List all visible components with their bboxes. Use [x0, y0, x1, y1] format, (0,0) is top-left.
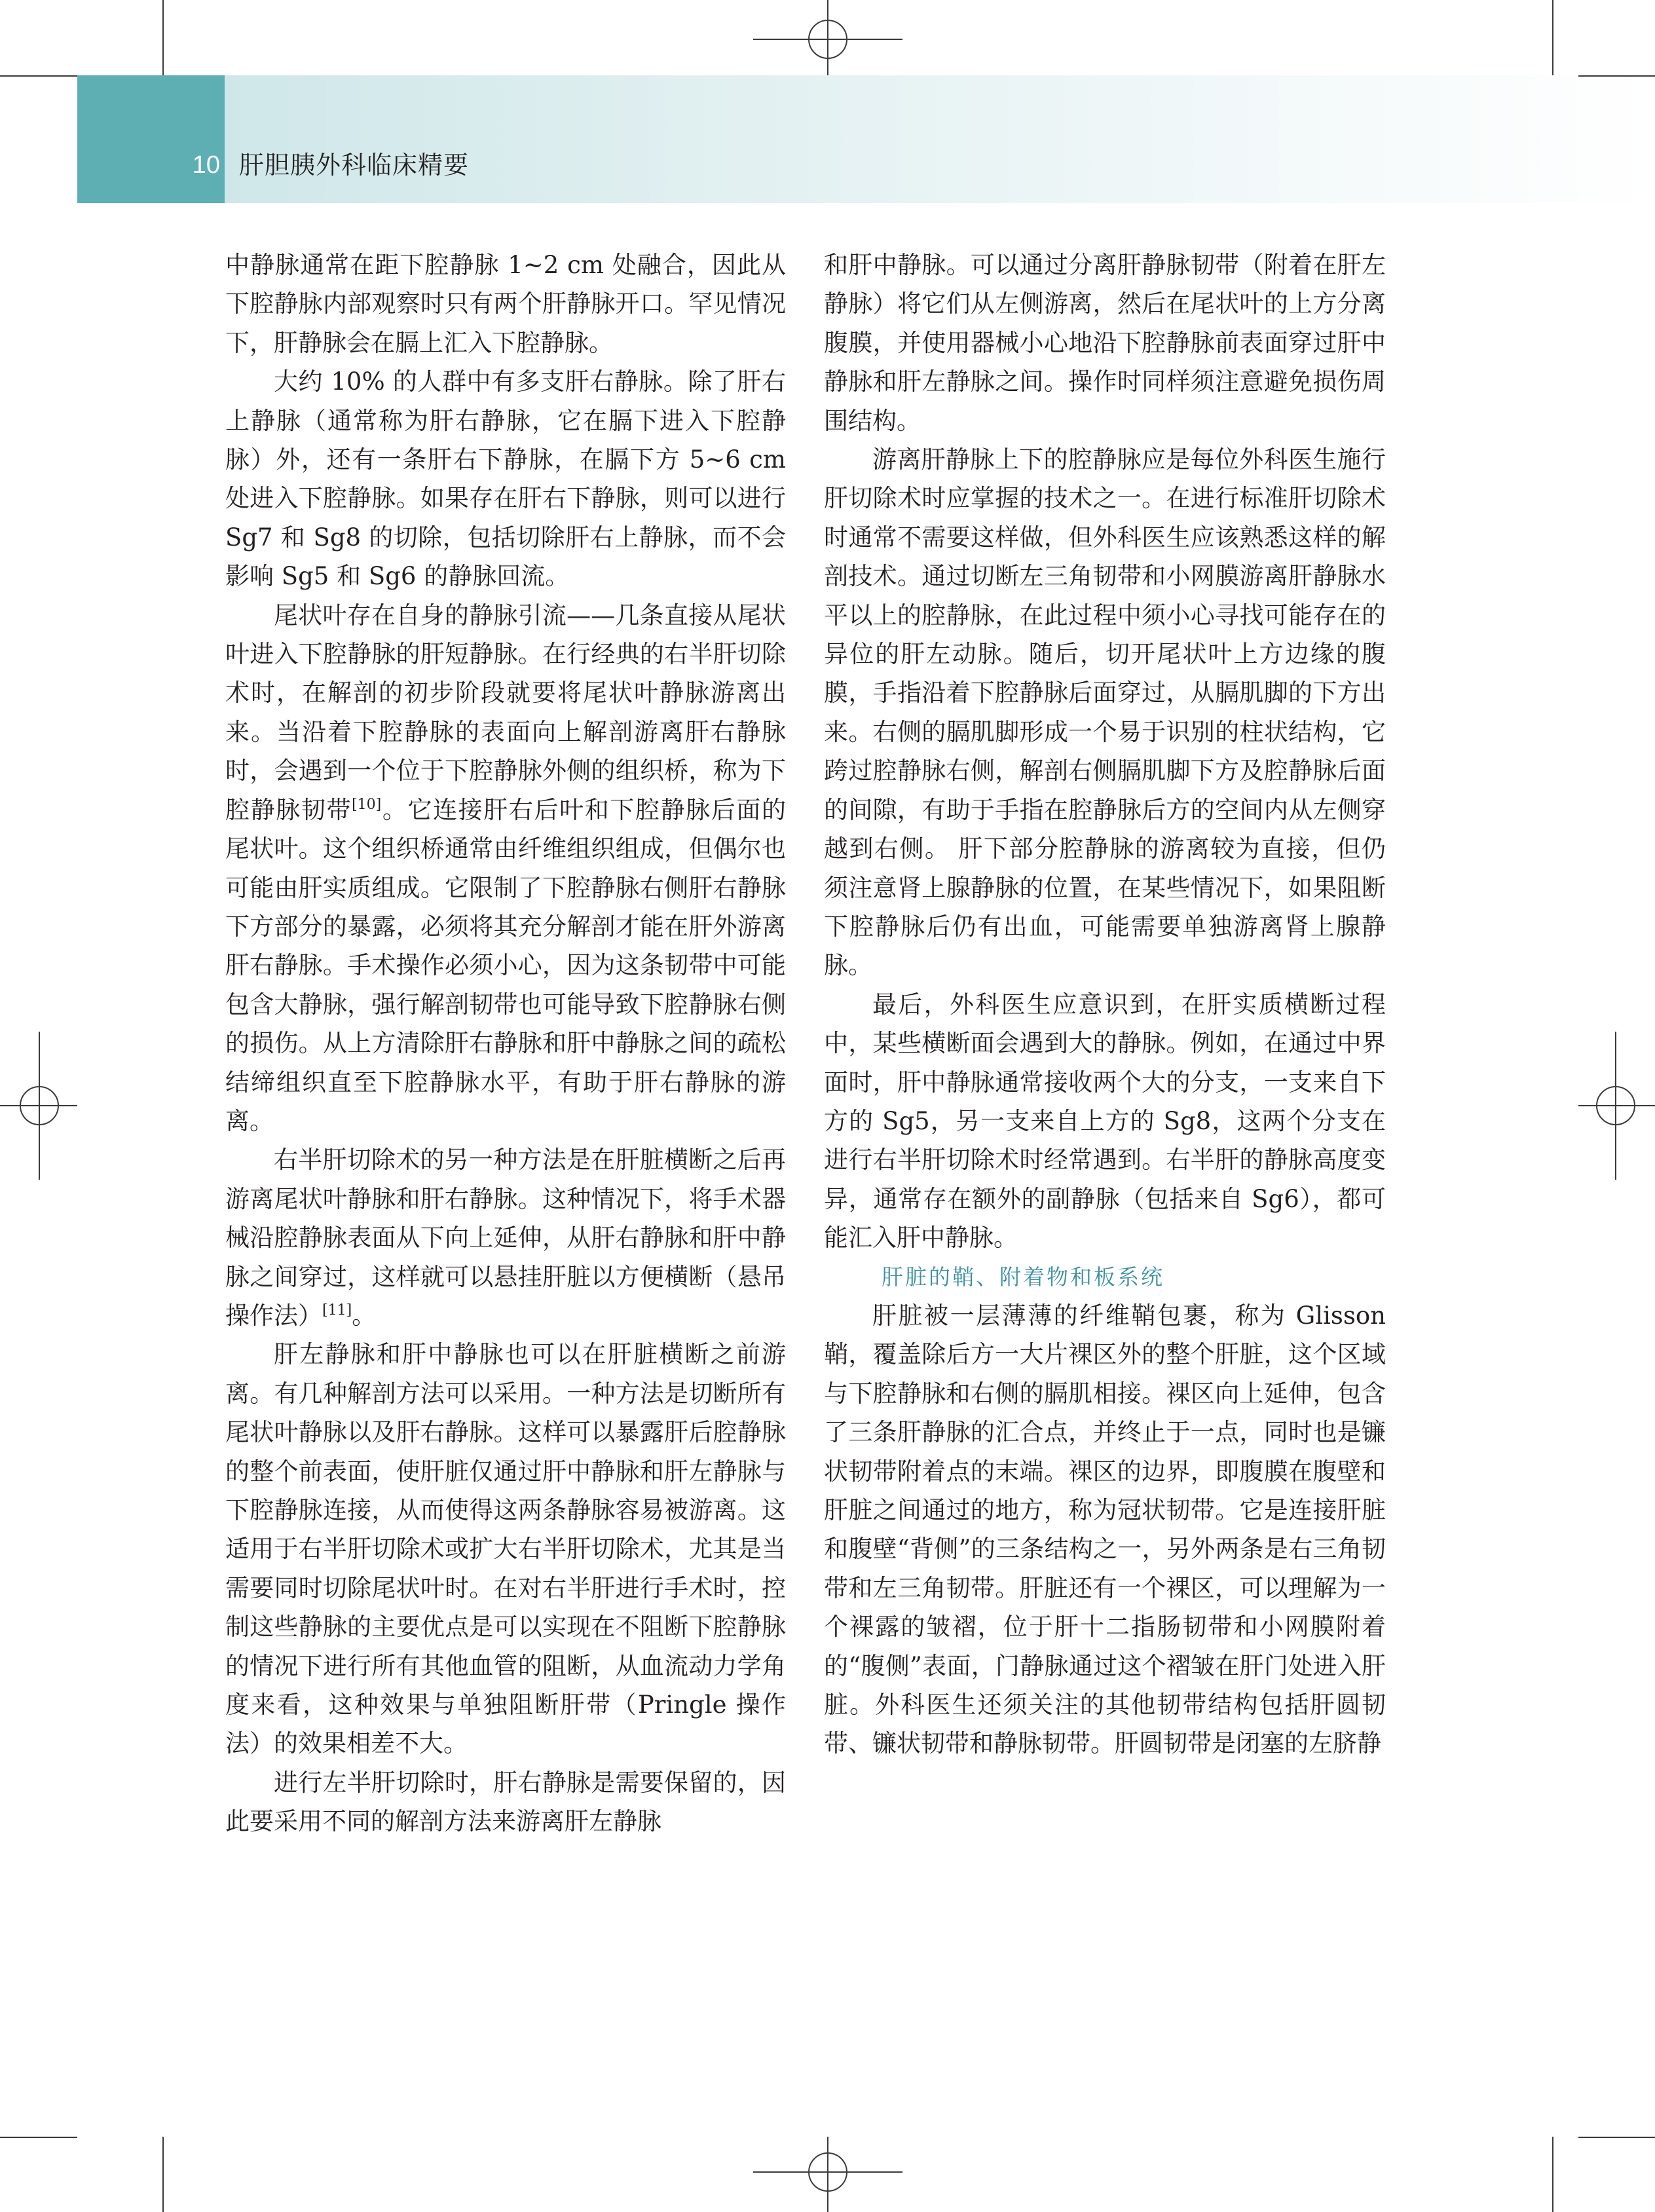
registration-mark — [39, 1032, 40, 1180]
crop-mark — [0, 2137, 77, 2138]
paragraph-text: 尾状叶存在自身的静脉引流——几条直接从尾状叶进入下腔静脉的肝短静脉。在行经典的右半肝切除术时，在解剖的初步阶段就要将尾状叶静脉游离出来。当沿着下腔静脉的表面向上解剖游离肝右静脉时，会遇到一个位于下腔静脉外侧的组织桥，称为下腔静脉韧带 — [225, 601, 786, 824]
crop-mark — [0, 75, 77, 77]
crop-mark — [162, 0, 164, 75]
crop-mark — [1552, 0, 1553, 75]
citation-ref: [11] — [322, 1302, 352, 1319]
section-heading: 肝脏的鞘、附着物和板系统 — [882, 1264, 1164, 1290]
running-title: 肝胆胰外科临床精要 — [239, 151, 470, 179]
page-number: 10 — [192, 151, 220, 179]
paragraph: 肝左静脉和肝中静脉也可以在肝脏横断之前游离。有几种解剖方法可以采用。一种方法是切断所有尾状叶静脉以及肝右静脉。这样可以暴露肝后腔静脉的整个前表面，使肝脏仅通过肝中静脉和肝左静脉与下腔静脉连接，从而使得这两条静脉容易被游离。这适用于右半肝切除术或扩大右半肝切除术，尤其是当需要同时切除尾状叶时。在对右半肝进行手术时，控制这些静脉的主要优点是可以实现在不阻断下腔静脉的情况下进行所有其他血管的阻断，从血流动力学角度来看，这种效果与单独阻断肝带（Pringle 操作法）的效果相差不大。 — [225, 1340, 786, 1758]
paragraph — [225, 596, 786, 1141]
registration-mark — [827, 0, 828, 75]
paragraph: 大约 10% 的人群中有多支肝右静脉。除了肝右上静脉（通常称为肝右静脉，它在膈下进入下腔静脉）外，还有一条肝右下静脉，在膈下方 5~6 cm 处进入下腔静脉。如果存在肝右下静脉，则可以进行 Sg7 和 Sg8 的切除，包括切除肝右上静脉，而不会影响 Sg5 和 Sg6 的静脉回流。 — [225, 367, 786, 591]
registration-mark — [1578, 1105, 1655, 1106]
paragraph-text: 右半肝切除术的另一种方法是在肝脏横断之后再游离尾状叶静脉和肝右静脉。这种情况下，将手术器械沿腔静脉表面从下向上延伸，从肝右静脉和肝中静脉之间穿过，这样就可以悬挂肝脏以方便横断（悬吊操作法） — [225, 1146, 786, 1330]
paragraph — [225, 1140, 786, 1335]
registration-mark — [1615, 1032, 1616, 1180]
crop-mark — [1578, 75, 1655, 77]
paragraph-text: 。它连接肝右后叶和下腔静脉后面的尾状叶。这个组织桥通常由纤维组织组成，但偶尔也可能由肝实质组成。它限制了下腔静脉右侧肝右静脉下方部分的暴露，必须将其充分解剖才能在肝外游离肝右静脉。手术操作必须小心，因为这条韧带中可能包含大静脉，强行解剖韧带也可能导致下腔静脉右侧的损伤。从上方清除肝右静脉和肝中静脉之间的疏松结缔组织直至下腔静脉水平，有助于肝右静脉的游离。 — [225, 795, 787, 1135]
right-column — [824, 246, 1386, 1763]
paragraph: 中静脉通常在距下腔静脉 1~2 cm 处融合，因此从下腔静脉内部观察时只有两个肝静脉开口。罕见情况下，肝静脉会在膈上汇入下腔静脉。 — [225, 251, 786, 357]
registration-mark — [827, 2137, 828, 2212]
paragraph: 游离肝静脉上下的腔静脉应是每位外科医生施行肝切除术时应掌握的技术之一。在进行标准肝切除术时通常不需要这样做，但外科医生应该熟悉这样的解剖技术。通过切断左三角韧带和小网膜游离肝静脉水平以上的腔静脉，在此过程中须小心寻找可能存在的异位的肝左动脉。随后，切开尾状叶上方边缘的腹膜，手指沿着下腔静脉后面穿过，从膈肌脚的下方出来。右侧的膈肌脚形成一个易于识别的柱状结构，它跨过腔静脉右侧，解剖右侧膈肌脚下方及腔静脉后面的间隙，有助于手指在腔静脉后方的空间内从左侧穿越到右侧。 肝下部分腔静脉的游离较为直接，但仍须注意肾上腺静脉的位置，在某些情况下，如果阻断下腔静脉后仍有出血，可能需要单独游离肾上腺静脉。 — [824, 445, 1386, 980]
crop-mark — [1578, 2137, 1655, 2138]
citation-ref: [10] — [352, 796, 382, 813]
paragraph: 和肝中静脉。可以通过分离肝静脉韧带（附着在肝左静脉）将它们从左侧游离，然后在尾状叶的上方分离腹膜，并使用器械小心地沿下腔静脉前表面穿过肝中静脉和肝左静脉之间。操作时同样须注意避免损伤周围结构。 — [824, 251, 1386, 435]
crop-mark — [162, 2137, 164, 2212]
paragraph: 进行左半肝切除时，肝右静脉是需要保留的，因此要采用不同的解剖方法来游离肝左静脉 — [225, 1768, 786, 1836]
crop-mark — [1552, 2137, 1553, 2212]
paragraph-text: 。 — [352, 1301, 377, 1330]
left-column — [225, 246, 786, 1841]
paragraph: 肝脏被一层薄薄的纤维鞘包裹，称为 Glisson 鞘，覆盖除后方一大片裸区外的整个肝脏，这个区域与下腔静脉和右侧的膈肌相接。裸区向上延伸，包含了三条肝静脉的汇合点，并终止于一点，同时也是镰状韧带附着点的末端。裸区的边界，即腹膜在腹壁和肝脏之间通过的地方，称为冠状韧带。它是连接肝脏和腹壁“背侧”的三条结构之一，另外两条是右三角韧带和左三角韧带。肝脏还有一个裸区，可以理解为一个裸露的皱褶，位于肝十二指肠韧带和小网膜附着的“腹侧”表面，门静脉通过这个褶皱在肝门处进入肝脏。外科医生还须关注的其他韧带结构包括肝圆韧带、镰状韧带和静脉韧带。肝圆韧带是闭塞的左脐静 — [824, 1301, 1386, 1758]
paragraph: 最后，外科医生应意识到，在肝实质横断过程中，某些横断面会遇到大的静脉。例如，在通过中界面时，肝中静脉通常接收两个大的分支，一支来自下方的 Sg5，另一支来自上方的 Sg8，这两个分支在进行右半肝切除术时经常遇到。右半肝的静脉高度变异，通常存在额外的副静脉（包括来自 Sg6），都可能汇入肝中静脉。 — [824, 990, 1386, 1252]
